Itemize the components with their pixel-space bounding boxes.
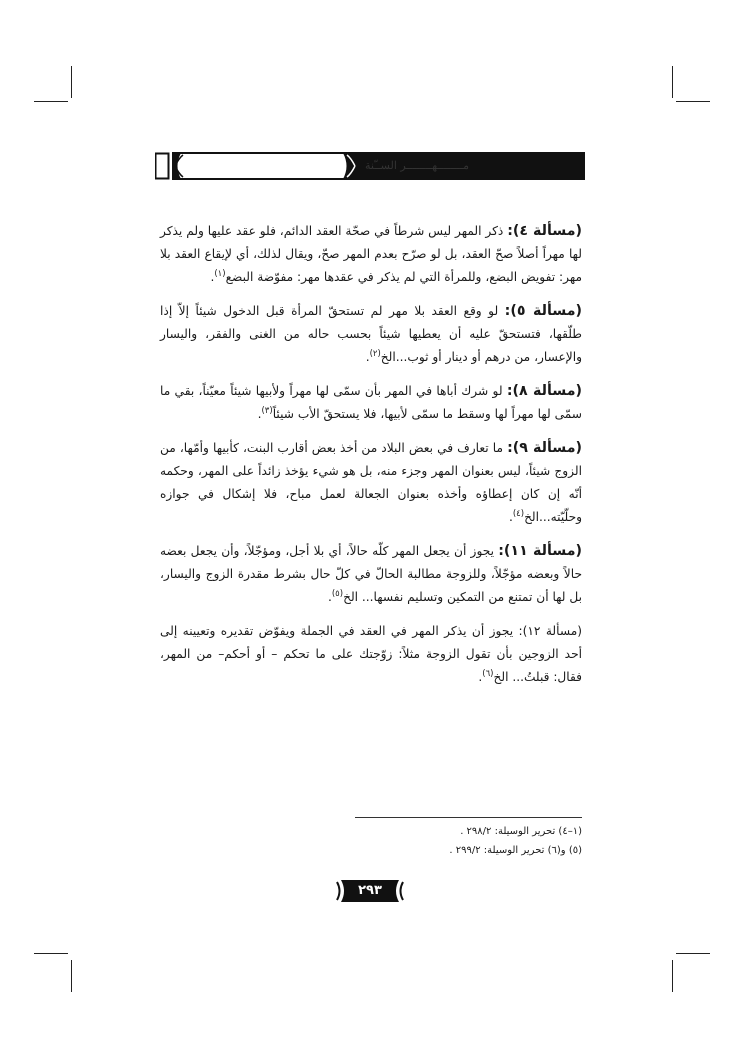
main-text [160,220,582,700]
issue-end: . [508,510,513,524]
issue-end: . [327,590,332,604]
issue-text: لو وقع العقد بلا مهر لم تستحقّ المرأة قبل الدخول شيئاً إلاّ إذا طلّقها، فتستحقّ عليه أن يعطيها شيئاً بحسب حاله من الغنى والفقر، واليسار والإعسار، من درهم أو دينار أو ثوب...الخ [160,304,582,364]
footnote-ref: (١) [214,268,226,279]
issue-label: (مسألة ٩): [507,440,583,456]
issue-text: ذكر المهر ليس شرطاً في صحّة العقد الدائم، فلو عقد عليها ولم يذكر لها مهراً أصلاً صحّ العقد، بل لو صرّح بعدم المهر صحّ، ويقال لذلك، أي لإيقاع العقد بلا مهر: تفويض البضع، وللمرأة التي لم يذكر في عقدها مهر: مفوّضة البضع [160,224,582,284]
issue-text: يجوز أن يجعل المهر كلّه حالاً، أي بلا أجل، ومؤجّلاً، وأن يجعل بعضه حالاً وبعضه مؤجّلاً، وللزوجة مطالبة الحالّ في كلّ حال بشرط مقدرة الزوج واليسار، بل لها أن تمتنع من التمكين وتسليم نفسها... الخ [160,544,582,604]
crop-mark-bottom-left-horizontal [34,953,68,954]
crop-mark-bottom-left-vertical [71,960,72,992]
footnote-ref: (٥) [331,588,344,599]
crop-mark-top-right-horizontal [676,101,710,102]
header-title: مــــــــهــــــــر الســّنة [365,159,469,172]
footnote-ref: (٦) [482,668,494,679]
issue-label: (مسألة ٥): [504,303,582,319]
crop-mark-top-right-vertical [672,66,673,98]
footnote-divider [355,817,582,818]
issue-text: ما تعارف في بعض البلاد من أخذ بعض أقارب البنت، كأبيها وأمّها، من الزوج شيئاً، ليس بعنوان المهر وجزء منه، بل هو شيء يؤخذ زائداً على المهر، وحكمه أنّه إن كان إعطاؤه وأخذه بعنوان الجعالة لعمل مباح، فلا إشكال في جوازه وحلّيّته...الخ [160,441,582,524]
issue-label: (مسألة ١١): [498,543,582,559]
crop-mark-bottom-right-horizontal [676,953,710,954]
issue-end: . [210,270,215,284]
footnote-ref: (٢) [369,348,381,359]
footnote: (٥) و(٦) تحرير الوسيلة: ٢٩٩/٢ . [449,845,582,856]
issue-text: يجوز أن يذكر المهر في العقد في الجملة ويفوّض تقديره وتعيينه إلى أحد الزوجين بأن تقول الزوجة مثلاً: زوّجتك على ما تحكم – أو أحكم– من المهر، فقال: قبلتُ... الخ [160,624,582,684]
issue-end: . [478,670,483,684]
footnote-ref: (٤) [512,508,525,519]
footnotes [300,822,582,860]
crop-mark-bottom-right-vertical [672,960,673,992]
issue-end: . [257,407,262,421]
issue-label: (مسألة ١٢): [518,624,582,638]
issue-paragraph [160,380,582,426]
crop-mark-top-left-vertical [71,66,72,98]
footnote: (١–٤) تحرير الوسيلة: ٢٩٨/٢ . [460,826,582,837]
running-header [155,150,585,182]
page-number: ٢٩٣ [358,883,382,898]
page-number-badge [335,878,405,904]
crop-mark-top-left-horizontal [34,101,68,102]
issue-paragraph [160,300,582,369]
issue-end: . [365,350,370,364]
issue-text: لو شرك أباها في المهر بأن سمّى لها مهراً ولأبيها شيئاً معيّناً، بقي ما سمّى لها مهراً لها وسقط ما سمّى لأبيها، فلا يستحقّ الأب شيئاً [160,384,582,421]
issue-paragraph [160,220,582,289]
footnote-ref: (٣) [261,405,273,416]
issue-label: (مسألة ٨): [506,383,582,399]
issue-paragraph [160,620,582,689]
issue-paragraph [160,437,582,529]
issue-paragraph [160,540,582,609]
issue-label: (مسألة ٤): [507,223,582,239]
